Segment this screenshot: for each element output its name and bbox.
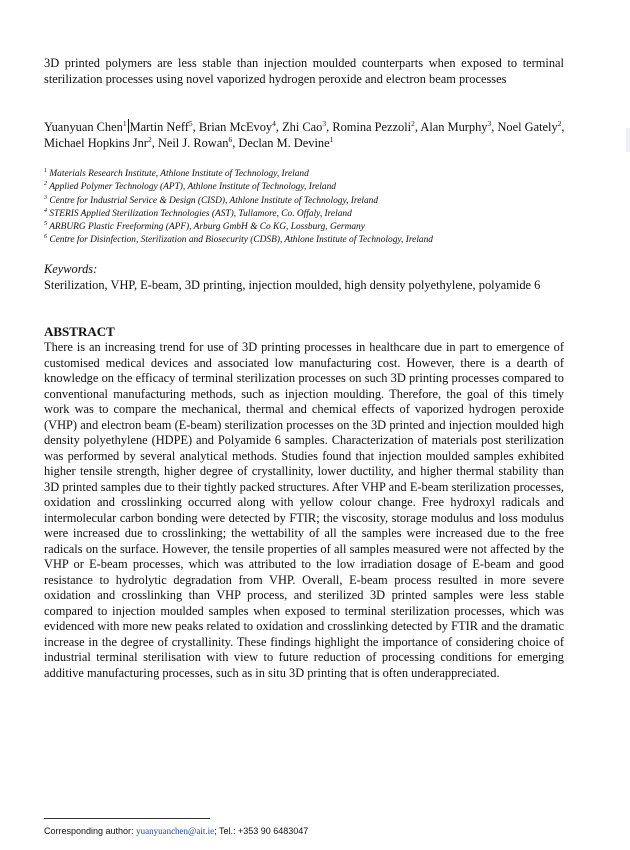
author: Michael Hopkins Jnr$^2$ xyxy=(44,134,152,150)
author: Neil J. Rowan$^6$ xyxy=(157,134,233,150)
corresponding-author-footnote xyxy=(44,826,308,836)
affiliation: $^4$ STERIS Applied Sterilization Technologies (AST), Tullamore, Co. Offaly, Ireland xyxy=(44,207,352,219)
author: Yuanyuan Chen$^1$ xyxy=(44,118,127,134)
affiliation: $^2$ Applied Polymer Technology (APT), Athlone Institute of Technology, Ireland xyxy=(44,181,336,193)
author-phone: Tel.: +353 90 6483047 xyxy=(218,826,309,836)
paper-title: 3D printed polymers are less stable than injection moulded counterparts when exposed to terminal sterilization processes using novel vaporized hydrogen peroxide and electron beam processes xyxy=(44,56,564,86)
author: Alan Murphy$^3$ xyxy=(420,118,492,134)
affiliation: $^1$ Materials Research Institute, Athlone Institute of Technology, Ireland xyxy=(44,167,309,179)
footnote-separator: ; xyxy=(214,826,217,836)
text-cursor xyxy=(128,119,129,133)
affiliation: $^3$ Centre for Industrial Service & Design (CISD), Athlone Institute of Technology, Ireland xyxy=(44,194,379,206)
abstract-text: There is an increasing trend for use of 3D printing processes in healthcare due in part to emergence of customised medical devices and associated low manufacturing cost. However, there is a dearth of knowledge on the efficacy of terminal sterilization processes on such 3D printing processes compared to conventional manufacturing methods, such as injection moulding. Therefore, the goal of this timely work was to compare the mechanical, thermal and chemical effects of vaporized hydrogen peroxide (VHP) and electron beam (E-beam) sterilization processes on the 3D printed and injection moulded high density polyethylene (HDPE) and Polyamide 6 samples. Characterization of materials post sterilization was performed by several analytical methods. Studies found that injection moulded samples exhibited higher tensile strength, higher degree of crystallinity, lower ductility, and higher thermal stability than 3D printed samples due to their tightly packed structures. After VHP and E-beam sterilization processes, oxidation and crosslinking occurred along with yellow colour change. Free hydroxyl radicals and intermolecular carbon bonding were detected by FTIR; the viscosity, storage modulus and loss modulus were increased due to crosslinking; the wettability of all the samples were increased due to the free radicals on the surface. However, the tensile properties of all samples measured were not affected by the VHP or E-beam processes, which was attributed to the low irradiation dosage of E-beam and good resistance to hydrolytic degradation from VHP. Overall, E-beam process resulted in more severe oxidation and crosslinking than VHP process, and sterilized 3D printed samples were less stable compared to injection moulded samples when exposed to terminal sterilization processes, which was evidenced with more new peaks related to oxidation and crosslinking detected by FTIR and the dramatic increase in the degree of crystallinity. These findings highlight the importance of considering choice of industrial terminal sterilisation with view to future reduction of processing conditions for emerging additive manufacturing processes, such as in situ 3D printing that is often underappreciated. xyxy=(44,340,564,680)
author-list: Yuanyuan Chen$^1$ Martin Neff$^5$, Brian McEvoy$^4$, Zhi Cao$^3$, Romina Pezzoli$^2$, Alan Murphy$^3$, Noel Gately$^2$, Michael Hopkins Jnr$^2$, Neil J. Rowan$^6$, Declan M. Devine$^1$ xyxy=(44,118,565,150)
keywords-heading: Keywords: xyxy=(44,262,98,276)
author: Romina Pezzoli$^2$ xyxy=(332,118,415,134)
keywords-text: Sterilization, VHP, E-beam, 3D printing, injection moulded, high density polyethylene, polyamide 6 xyxy=(44,278,541,292)
affiliation-list xyxy=(44,168,564,248)
affiliation: $^6$ Centre for Disinfection, Sterilization and Biosecurity (CDSB), Athlone Institute of Technology, Ireland xyxy=(44,234,433,246)
author: Martin Neff$^5$ xyxy=(129,118,193,134)
author: Declan M. Devine$^1$ xyxy=(238,134,334,150)
author: Zhi Cao$^3$ xyxy=(282,118,327,134)
footnote-label: Corresponding author: xyxy=(44,826,134,836)
author-email-link[interactable]: yuanyuanchen@ait.ie xyxy=(136,826,215,836)
footnote-rule xyxy=(44,818,210,819)
author: Noel Gately$^2$ xyxy=(497,118,562,134)
affiliation: $^5$ ARBURG Plastic Freeforming (APF), Arburg GmbH & Co KG, Lossburg, Germany xyxy=(44,221,365,233)
author: Brian McEvoy$^4$ xyxy=(198,118,276,134)
scrollbar-edge xyxy=(626,128,630,152)
abstract-heading: ABSTRACT xyxy=(44,324,115,339)
